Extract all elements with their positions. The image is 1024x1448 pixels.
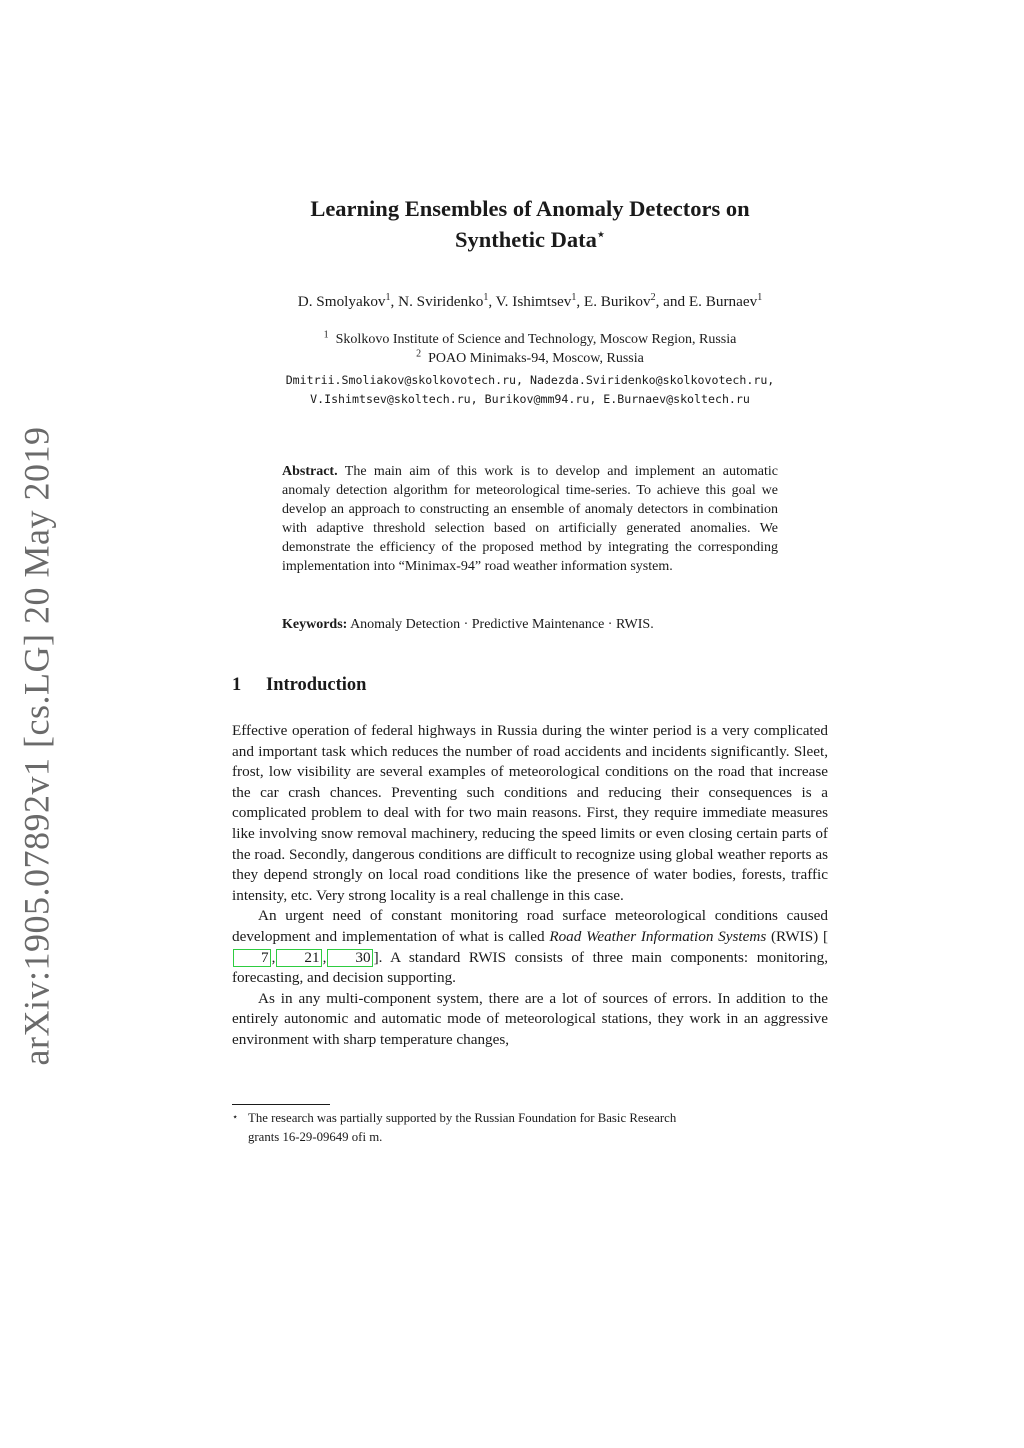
footnote-mark: ⋆	[232, 1112, 239, 1123]
footnote	[232, 1109, 828, 1146]
affiliation-line	[232, 330, 828, 349]
section-title: Introduction	[266, 675, 367, 695]
arxiv-id-text: arXiv:1905.07892v1 [cs.LG] 20 May 2019	[16, 426, 57, 1066]
keywords	[282, 615, 778, 634]
affiliation-number: 1	[323, 329, 329, 341]
author-list	[232, 291, 828, 313]
author-separator: ,	[488, 293, 496, 310]
citation-link[interactable]: 7	[233, 949, 271, 967]
author-affiliation-mark: 2	[650, 291, 656, 303]
affiliation-text: Skolkovo Institute of Science and Technology, Moscow Region, Russia	[335, 332, 737, 347]
affiliations	[232, 330, 828, 368]
abstract-label: Abstract.	[282, 464, 338, 479]
author-affiliation-mark: 1	[483, 291, 489, 303]
citation-link[interactable]: 30	[327, 949, 372, 967]
affiliation-line	[232, 349, 828, 368]
author-separator: ,	[390, 293, 399, 310]
author-separator: , and	[655, 293, 689, 310]
section-number: 1	[232, 675, 242, 695]
author-name: N. Sviridenko	[398, 293, 484, 310]
abstract	[282, 462, 778, 576]
italic-term: Road Weather Information Systems	[549, 927, 767, 945]
footnote-line-2: grants 16-29-09649 ofi m.	[248, 1129, 383, 1144]
affiliation-text: POAO Minimaks-94, Moscow, Russia	[428, 351, 644, 366]
citation-link[interactable]: 21	[276, 949, 321, 967]
footnote-line-1: The research was partially supported by the Russian Foundation for Basic Research	[248, 1111, 677, 1125]
keywords-label: Keywords:	[282, 617, 348, 632]
paragraph: Effective operation of federal highways in Russia during the winter period is a very complicated and important task which reduces the number of road accidents and incidents significantly. Sleet, frost, low visibility are several examples of meteorological conditions on the road that increase the car crash chances. Preventing such conditions and reducing their consequences is a complicated problem to deal with for two main reasons. First, they require immediate measures like involving snow removal machinery, reducing the speed limits or even closing certain parts of the road. Secondly, dangerous conditions are difficult to recognize using global weather reports as they depend strongly on local road conditions like the presence of water bodies, forests, traffic intensity, etc. Very strong locality is a real challenge in this case.	[232, 722, 828, 904]
author-emails	[232, 371, 828, 409]
arxiv-identifier-sidebar	[14, 426, 58, 1066]
author-name: D. Smolyakov	[297, 293, 386, 310]
paper-title	[232, 193, 828, 255]
abstract-text: The main aim of this work is to develop and implement an automatic anomaly detection algorithm for meteorological time-series. To achieve this goal we develop an approach to constructing an ensemble of anomaly detectors in combination with adaptive threshold selection based on artificially generated anomalies. We demonstrate the efficiency of the proposed method by integrating the corresponding implementation into “Minimax-94” road weather information system.	[282, 464, 779, 574]
section-heading	[232, 673, 828, 697]
email-line-1: Dmitrii.Smoliakov@skolkovotech.ru, Nadezda.Sviridenko@skolkovotech.ru,	[285, 373, 775, 387]
title-line-1: Learning Ensembles of Anomaly Detectors on	[310, 196, 750, 221]
affiliation-number: 2	[416, 348, 422, 360]
paragraph-text: An urgent need of constant monitoring road surface meteorological conditions caused development and implementation of what is called	[232, 907, 828, 945]
title-footnote-mark: ⋆	[596, 226, 605, 242]
author-name: V. Ishimtsev	[495, 293, 572, 310]
title-line-2: Synthetic Data	[454, 227, 597, 252]
paragraph: As in any multi-component system, there are a lot of sources of errors. In addition to the entirely autonomic and automatic mode of meteorological stations, they work in an aggressive environment with sharp temperature changes,	[232, 989, 828, 1048]
email-line-2: V.Ishimtsev@skoltech.ru, Burikov@mm94.ru, E.Burnaev@skoltech.ru	[310, 392, 750, 406]
footnote-divider	[232, 1104, 330, 1105]
author-separator: ,	[576, 293, 584, 310]
author-affiliation-mark: 1	[385, 291, 391, 303]
author-name: E. Burikov	[583, 293, 651, 310]
keywords-text: Anomaly Detection · Predictive Maintenance · RWIS.	[350, 617, 654, 632]
introduction-body	[232, 721, 828, 1051]
author-name: E. Burnaev	[688, 293, 758, 310]
author-affiliation-mark: 1	[757, 291, 763, 303]
paragraph-text: ]. A standard RWIS consists of three main components: monitoring, forecasting, and decision supporting.	[232, 948, 828, 987]
paragraph-text: (RWIS) [	[766, 927, 828, 945]
paragraph: An urgent need of constant monitoring road surface meteorological conditions caused development and implementation of what is called Road Weather Information Systems (RWIS) [7 , 21 , 30 ]. A standard RWIS consists of three main components: monitoring, forecasting, and decision supporting.	[232, 907, 828, 987]
author-affiliation-mark: 1	[571, 291, 577, 303]
